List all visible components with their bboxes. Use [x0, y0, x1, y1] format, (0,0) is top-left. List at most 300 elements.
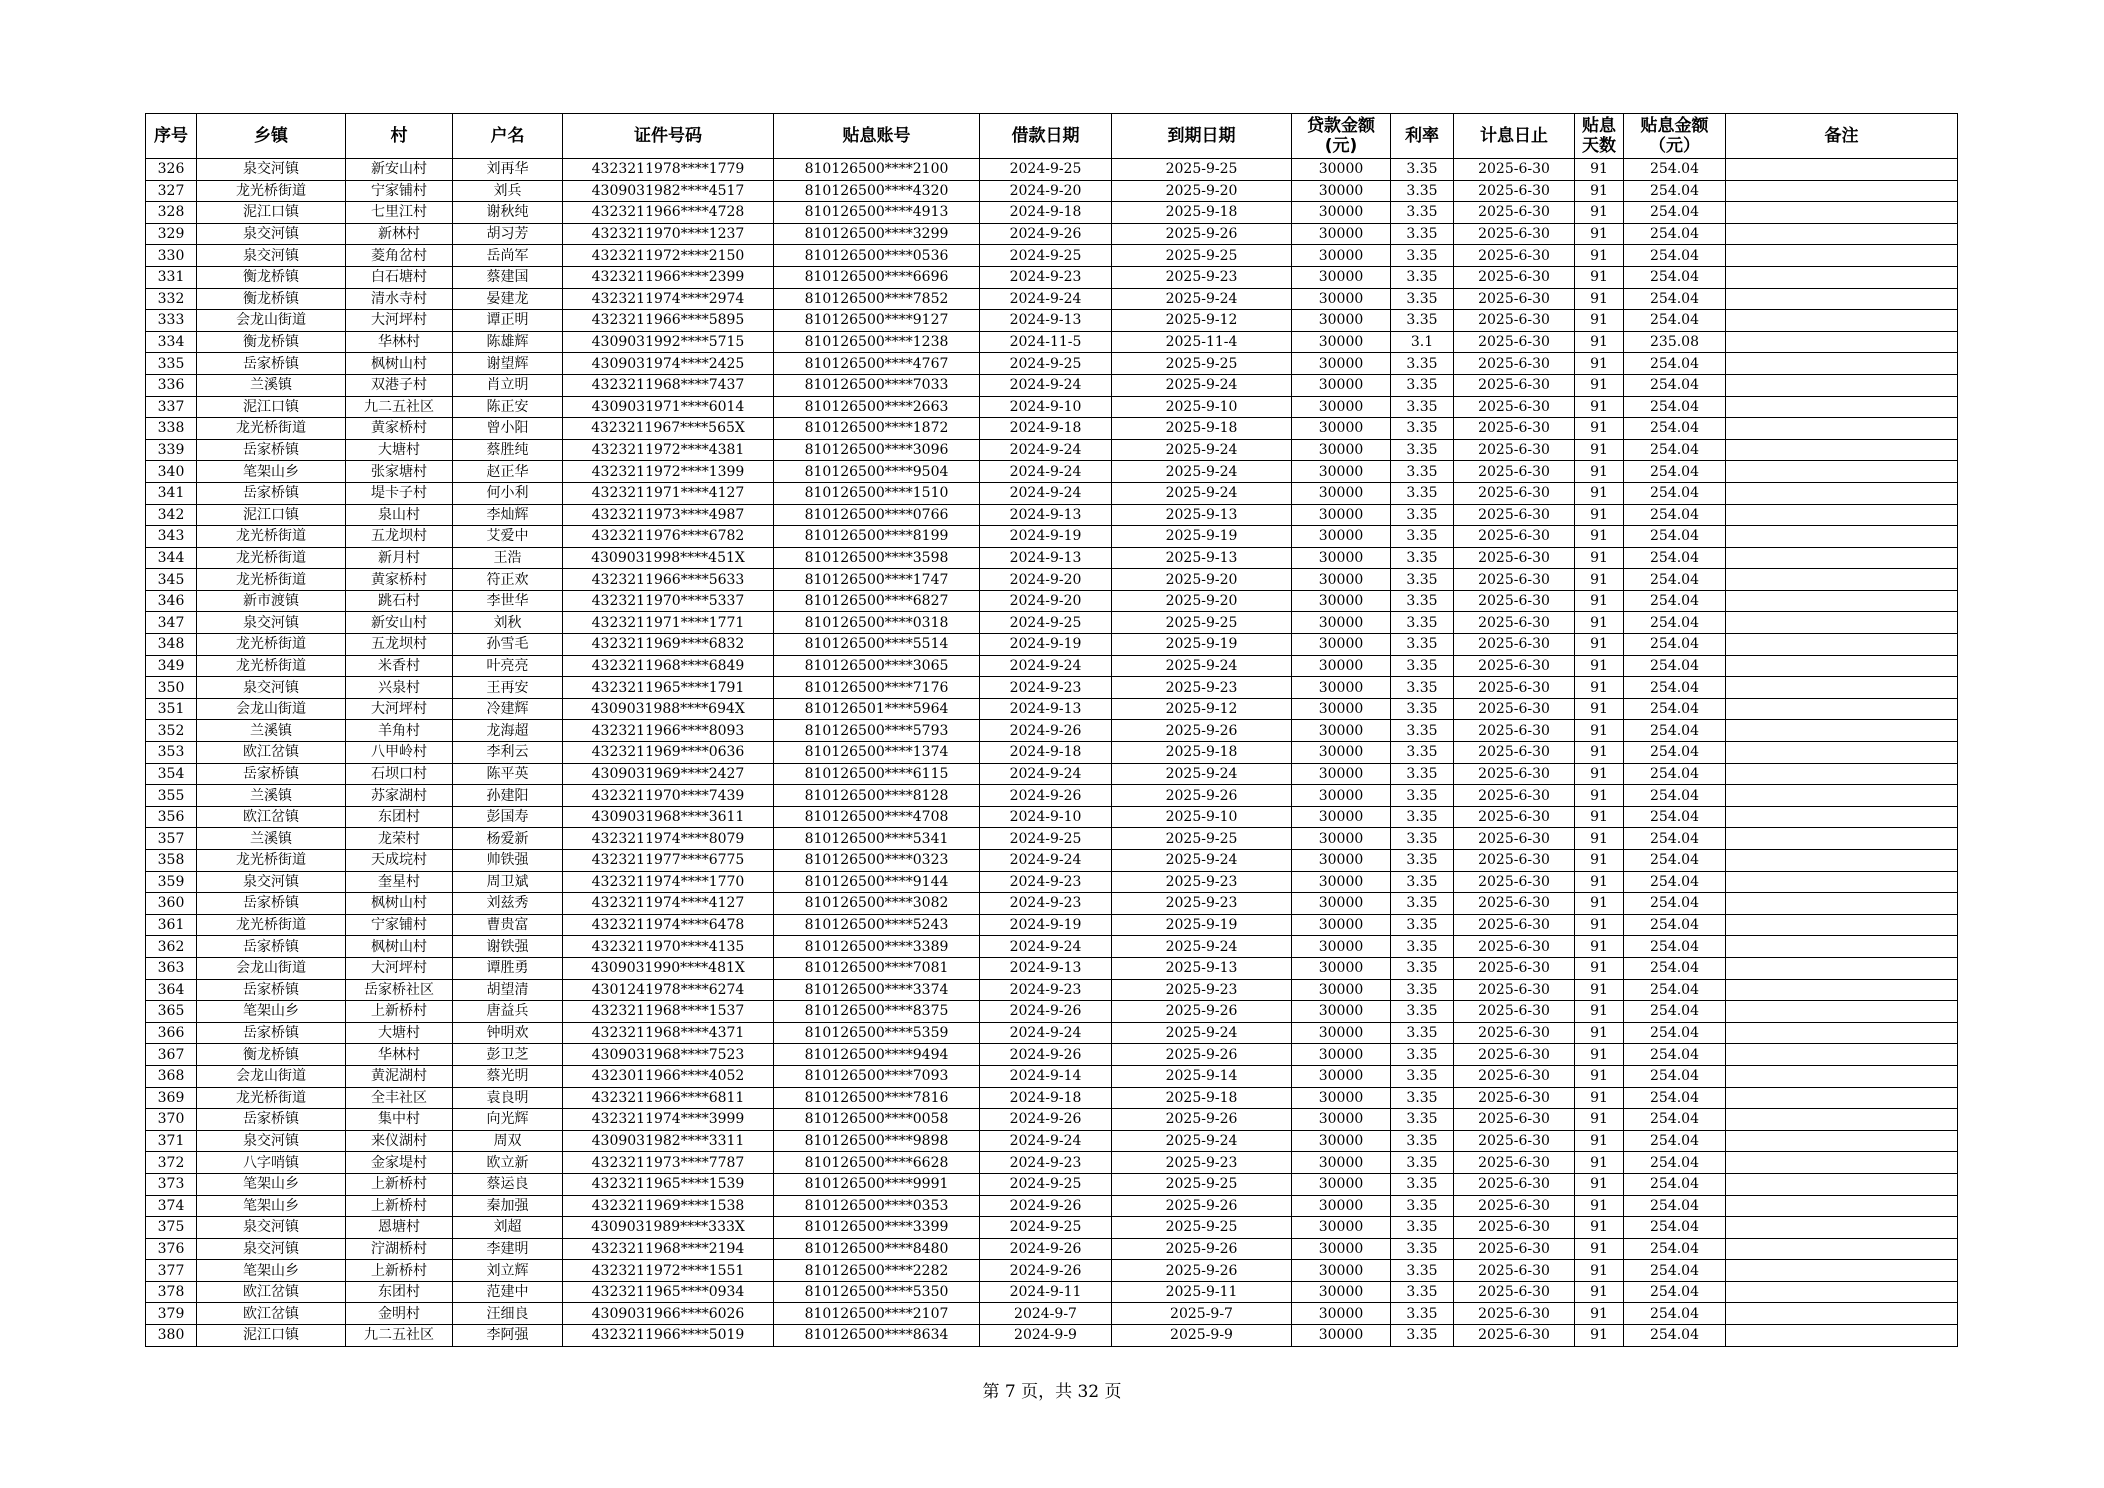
- table-cell: 254.04: [1624, 223, 1726, 245]
- table-cell: 周双: [453, 1130, 563, 1152]
- table-cell: 九二五社区: [346, 1325, 453, 1347]
- table-cell: 254.04: [1624, 763, 1726, 785]
- table-cell: 张家塘村: [346, 461, 453, 483]
- table-cell: 254.04: [1624, 202, 1726, 224]
- table-cell: 810126500****3598: [774, 547, 980, 569]
- table-cell: 石坝口村: [346, 763, 453, 785]
- table-cell: 4323211970****4135: [563, 936, 774, 958]
- table-cell: 3.35: [1391, 1325, 1454, 1347]
- table-cell: 2024-9-13: [980, 957, 1112, 979]
- table-cell: 双港子村: [346, 374, 453, 396]
- table-cell: 810126500****0323: [774, 850, 980, 872]
- table-cell: 810126500****8199: [774, 526, 980, 548]
- table-cell: 810126500****5359: [774, 1022, 980, 1044]
- table-cell: 30000: [1292, 504, 1391, 526]
- table-row: [146, 1001, 1958, 1023]
- table-row: [146, 245, 1958, 267]
- table-cell: 岳家桥镇: [197, 936, 346, 958]
- table-cell: 2025-6-30: [1454, 785, 1575, 807]
- table-cell: 91: [1575, 763, 1624, 785]
- table-cell: 374: [146, 1195, 197, 1217]
- table-cell: 袁良明: [453, 1087, 563, 1109]
- table-cell: 欧江岔镇: [197, 1281, 346, 1303]
- table-cell: 2025-6-30: [1454, 1044, 1575, 1066]
- table-cell: 810126500****5350: [774, 1281, 980, 1303]
- table-cell: 2024-9-25: [980, 159, 1112, 181]
- table-cell: 胡望清: [453, 979, 563, 1001]
- table-cell: 30000: [1292, 634, 1391, 656]
- table-cell: 泉交河镇: [197, 1130, 346, 1152]
- table-cell: 泉交河镇: [197, 245, 346, 267]
- table-cell: 30000: [1292, 936, 1391, 958]
- table-cell: 4309031974****2425: [563, 353, 774, 375]
- table-cell: 龙光桥街道: [197, 914, 346, 936]
- table-cell: 358: [146, 850, 197, 872]
- table-row: [146, 1065, 1958, 1087]
- table-cell: 30000: [1292, 871, 1391, 893]
- table-cell: 254.04: [1624, 1065, 1726, 1087]
- table-cell: 254.04: [1624, 1325, 1726, 1347]
- table-cell: 2025-9-20: [1112, 180, 1292, 202]
- table-cell: 2024-9-11: [980, 1281, 1112, 1303]
- table-row: [146, 1303, 1958, 1325]
- table-cell: 3.35: [1391, 1195, 1454, 1217]
- table-cell: [1726, 979, 1958, 1001]
- table-cell: 352: [146, 720, 197, 742]
- table-cell: 4309031988****694X: [563, 698, 774, 720]
- table-cell: 4323211972****2150: [563, 245, 774, 267]
- table-cell: 黄家桥村: [346, 418, 453, 440]
- table-cell: 91: [1575, 180, 1624, 202]
- table-cell: 30000: [1292, 590, 1391, 612]
- table-cell: 2024-9-9: [980, 1325, 1112, 1347]
- table-cell: 2025-6-30: [1454, 914, 1575, 936]
- table-cell: 328: [146, 202, 197, 224]
- table-cell: 254.04: [1624, 590, 1726, 612]
- table-cell: 谭胜勇: [453, 957, 563, 979]
- table-cell: 91: [1575, 266, 1624, 288]
- table-cell: 4309031998****451X: [563, 547, 774, 569]
- table-cell: [1726, 245, 1958, 267]
- table-cell: 艾爱中: [453, 526, 563, 548]
- table-cell: 3.35: [1391, 1281, 1454, 1303]
- table-cell: 30000: [1292, 806, 1391, 828]
- table-cell: [1726, 504, 1958, 526]
- table-cell: [1726, 1217, 1958, 1239]
- table-cell: 338: [146, 418, 197, 440]
- table-cell: 254.04: [1624, 1152, 1726, 1174]
- table-cell: 谢铁强: [453, 936, 563, 958]
- table-cell: 2025-9-23: [1112, 1152, 1292, 1174]
- table-cell: 3.35: [1391, 1130, 1454, 1152]
- table-cell: 岳家桥镇: [197, 979, 346, 1001]
- table-cell: 810126500****3374: [774, 979, 980, 1001]
- table-cell: 30000: [1292, 1195, 1391, 1217]
- table-cell: 4323211972****1399: [563, 461, 774, 483]
- table-cell: 东团村: [346, 1281, 453, 1303]
- table-cell: 李灿辉: [453, 504, 563, 526]
- table-cell: 333: [146, 310, 197, 332]
- table-cell: 2025-9-23: [1112, 677, 1292, 699]
- table-cell: 254.04: [1624, 1044, 1726, 1066]
- table-cell: 4323211970****5337: [563, 590, 774, 612]
- table-cell: 3.35: [1391, 396, 1454, 418]
- table-cell: 蔡胜纯: [453, 439, 563, 461]
- table-cell: 370: [146, 1109, 197, 1131]
- table-row: [146, 1152, 1958, 1174]
- table-cell: 375: [146, 1217, 197, 1239]
- table-cell: 金家堤村: [346, 1152, 453, 1174]
- table-cell: 254.04: [1624, 1130, 1726, 1152]
- table-cell: 810126500****1238: [774, 331, 980, 353]
- table-cell: 30000: [1292, 461, 1391, 483]
- table-cell: 2024-9-23: [980, 893, 1112, 915]
- table-cell: 3.35: [1391, 1022, 1454, 1044]
- table-cell: 379: [146, 1303, 197, 1325]
- table-cell: 天成垸村: [346, 850, 453, 872]
- table-cell: 3.35: [1391, 634, 1454, 656]
- table-cell: 2025-9-24: [1112, 482, 1292, 504]
- table-cell: 3.35: [1391, 850, 1454, 872]
- table-cell: 30000: [1292, 1260, 1391, 1282]
- table-cell: 2025-6-30: [1454, 1152, 1575, 1174]
- table-cell: 254.04: [1624, 374, 1726, 396]
- table-cell: 岳家桥镇: [197, 353, 346, 375]
- table-cell: 3.35: [1391, 547, 1454, 569]
- table-row: [146, 418, 1958, 440]
- table-cell: 2025-6-30: [1454, 698, 1575, 720]
- table-cell: 新安山村: [346, 612, 453, 634]
- table-cell: 苏家湖村: [346, 785, 453, 807]
- table-cell: 91: [1575, 785, 1624, 807]
- column-header: 序号: [146, 114, 197, 159]
- table-cell: 335: [146, 353, 197, 375]
- table-cell: [1726, 223, 1958, 245]
- table-cell: [1726, 806, 1958, 828]
- table-cell: 2024-9-26: [980, 1044, 1112, 1066]
- table-cell: 4323211978****1779: [563, 159, 774, 181]
- table-cell: 91: [1575, 1325, 1624, 1347]
- table-cell: 4309031982****4517: [563, 180, 774, 202]
- table-cell: 30000: [1292, 828, 1391, 850]
- table-cell: 254.04: [1624, 1281, 1726, 1303]
- table-row: [146, 1130, 1958, 1152]
- table-cell: 3.35: [1391, 785, 1454, 807]
- table-cell: 91: [1575, 1152, 1624, 1174]
- table-cell: 2025-9-25: [1112, 159, 1292, 181]
- table-cell: 254.04: [1624, 1087, 1726, 1109]
- table-cell: 348: [146, 634, 197, 656]
- table-cell: 2024-9-25: [980, 828, 1112, 850]
- table-cell: 30000: [1292, 288, 1391, 310]
- table-cell: 3.35: [1391, 1238, 1454, 1260]
- table-cell: [1726, 914, 1958, 936]
- table-cell: 2025-9-26: [1112, 1044, 1292, 1066]
- table-cell: 91: [1575, 655, 1624, 677]
- table-cell: 810126500****6827: [774, 590, 980, 612]
- table-cell: 2025-9-19: [1112, 914, 1292, 936]
- table-cell: 2025-6-30: [1454, 850, 1575, 872]
- table-cell: 30000: [1292, 914, 1391, 936]
- table-cell: 2025-9-24: [1112, 288, 1292, 310]
- table-cell: 3.35: [1391, 1260, 1454, 1282]
- table-cell: 2025-6-30: [1454, 1130, 1575, 1152]
- table-cell: 4323211967****565X: [563, 418, 774, 440]
- table-cell: 3.35: [1391, 374, 1454, 396]
- table-cell: 4323211969****1538: [563, 1195, 774, 1217]
- table-row: [146, 374, 1958, 396]
- table-cell: 810126500****6628: [774, 1152, 980, 1174]
- table-cell: 2025-9-7: [1112, 1303, 1292, 1325]
- table-cell: 334: [146, 331, 197, 353]
- table-cell: 欧江岔镇: [197, 742, 346, 764]
- table-cell: 兰溪镇: [197, 785, 346, 807]
- table-cell: 跳石村: [346, 590, 453, 612]
- table-cell: 3.35: [1391, 310, 1454, 332]
- table-cell: 30000: [1292, 202, 1391, 224]
- table-row: [146, 482, 1958, 504]
- table-cell: 堤卡子村: [346, 482, 453, 504]
- table-row: [146, 1281, 1958, 1303]
- table-cell: 810126500****1747: [774, 569, 980, 591]
- table-cell: 254.04: [1624, 1303, 1726, 1325]
- table-cell: [1726, 785, 1958, 807]
- table-cell: 2024-9-25: [980, 245, 1112, 267]
- table-cell: 2024-9-24: [980, 461, 1112, 483]
- table-cell: 2024-9-25: [980, 1173, 1112, 1195]
- table-cell: [1726, 1173, 1958, 1195]
- table-cell: [1726, 202, 1958, 224]
- table-cell: 李利云: [453, 742, 563, 764]
- table-cell: 4323211968****1537: [563, 1001, 774, 1023]
- table-cell: 810126500****0353: [774, 1195, 980, 1217]
- table-cell: [1726, 871, 1958, 893]
- table-cell: 2025-6-30: [1454, 202, 1575, 224]
- table-cell: 龙光桥街道: [197, 634, 346, 656]
- table-cell: 330: [146, 245, 197, 267]
- table-cell: [1726, 547, 1958, 569]
- table-cell: 2025-6-30: [1454, 871, 1575, 893]
- table-cell: 810126500****5243: [774, 914, 980, 936]
- table-cell: 2024-9-23: [980, 677, 1112, 699]
- table-cell: 2025-6-30: [1454, 1022, 1575, 1044]
- table-cell: 4323211966****4728: [563, 202, 774, 224]
- table-cell: [1726, 893, 1958, 915]
- table-cell: 2024-9-24: [980, 1022, 1112, 1044]
- table-cell: 2024-9-10: [980, 396, 1112, 418]
- table-cell: 2025-6-30: [1454, 266, 1575, 288]
- table-cell: 2025-9-18: [1112, 202, 1292, 224]
- table-cell: 4323211970****7439: [563, 785, 774, 807]
- table-cell: 30000: [1292, 1087, 1391, 1109]
- table-cell: 2025-6-30: [1454, 547, 1575, 569]
- table-cell: 254.04: [1624, 159, 1726, 181]
- table-cell: 4323211974****6478: [563, 914, 774, 936]
- table-cell: 254.04: [1624, 461, 1726, 483]
- table-cell: 清水寺村: [346, 288, 453, 310]
- table-cell: 2024-9-24: [980, 439, 1112, 461]
- column-header: 贴息金额 （元）: [1624, 114, 1726, 159]
- table-cell: 会龙山街道: [197, 310, 346, 332]
- table-cell: 菱角岔村: [346, 245, 453, 267]
- table-cell: 91: [1575, 634, 1624, 656]
- table-cell: 岳尚军: [453, 245, 563, 267]
- table-cell: 254.04: [1624, 871, 1726, 893]
- table-cell: 30000: [1292, 1109, 1391, 1131]
- table-cell: 孙建阳: [453, 785, 563, 807]
- table-cell: 254.04: [1624, 353, 1726, 375]
- table-cell: 金明村: [346, 1303, 453, 1325]
- table-cell: 汪细良: [453, 1303, 563, 1325]
- table-cell: 兴泉村: [346, 677, 453, 699]
- table-cell: 3.35: [1391, 590, 1454, 612]
- table-cell: [1726, 374, 1958, 396]
- table-cell: 810126500****6115: [774, 763, 980, 785]
- table-row: [146, 720, 1958, 742]
- table-cell: 2024-9-18: [980, 418, 1112, 440]
- table-cell: 笔架山乡: [197, 461, 346, 483]
- table-cell: 3.35: [1391, 1152, 1454, 1174]
- table-cell: 91: [1575, 1022, 1624, 1044]
- table-cell: 泉交河镇: [197, 612, 346, 634]
- table-cell: 范建中: [453, 1281, 563, 1303]
- table-cell: [1726, 353, 1958, 375]
- table-cell: 宁家铺村: [346, 914, 453, 936]
- table-cell: 4309031968****7523: [563, 1044, 774, 1066]
- table-cell: 2024-9-19: [980, 526, 1112, 548]
- table-cell: 810126500****1374: [774, 742, 980, 764]
- table-cell: [1726, 1303, 1958, 1325]
- table-cell: 2025-6-30: [1454, 482, 1575, 504]
- table-cell: 4323211969****6832: [563, 634, 774, 656]
- table-row: [146, 893, 1958, 915]
- table-cell: 龙光桥街道: [197, 569, 346, 591]
- table-cell: 泞湖桥村: [346, 1238, 453, 1260]
- table-cell: [1726, 850, 1958, 872]
- table-cell: 2025-6-30: [1454, 418, 1575, 440]
- table-cell: 91: [1575, 979, 1624, 1001]
- table-cell: 30000: [1292, 223, 1391, 245]
- table-cell: 会龙山街道: [197, 698, 346, 720]
- table-cell: 3.35: [1391, 288, 1454, 310]
- table-cell: 2024-9-24: [980, 288, 1112, 310]
- table-cell: 恩塘村: [346, 1217, 453, 1239]
- table-cell: [1726, 1325, 1958, 1347]
- table-cell: 30000: [1292, 1152, 1391, 1174]
- table-cell: 2024-9-23: [980, 979, 1112, 1001]
- table-cell: 30000: [1292, 547, 1391, 569]
- table-cell: 2024-9-26: [980, 1001, 1112, 1023]
- table-cell: 91: [1575, 245, 1624, 267]
- table-cell: 810126500****3096: [774, 439, 980, 461]
- table-cell: 30000: [1292, 1325, 1391, 1347]
- table-cell: 810126500****9898: [774, 1130, 980, 1152]
- table-cell: 4323211971****4127: [563, 482, 774, 504]
- table-cell: 2024-9-24: [980, 850, 1112, 872]
- table-cell: 331: [146, 266, 197, 288]
- table-row: [146, 590, 1958, 612]
- table-row: [146, 569, 1958, 591]
- table-cell: 2024-9-14: [980, 1065, 1112, 1087]
- table-cell: 3.35: [1391, 1303, 1454, 1325]
- table-cell: 349: [146, 655, 197, 677]
- table-cell: 2025-9-18: [1112, 742, 1292, 764]
- table-cell: 30000: [1292, 1173, 1391, 1195]
- table-cell: 254.04: [1624, 677, 1726, 699]
- table-cell: 笔架山乡: [197, 1001, 346, 1023]
- table-cell: 810126500****2282: [774, 1260, 980, 1282]
- table-cell: 3.35: [1391, 439, 1454, 461]
- table-cell: 4309031990****481X: [563, 957, 774, 979]
- table-cell: 2024-9-26: [980, 1260, 1112, 1282]
- table-cell: 2025-9-23: [1112, 871, 1292, 893]
- table-cell: 327: [146, 180, 197, 202]
- table-cell: 254.04: [1624, 720, 1726, 742]
- loan-subsidy-table: [145, 113, 1958, 1347]
- table-cell: 30000: [1292, 396, 1391, 418]
- table-row: [146, 180, 1958, 202]
- table-cell: [1726, 288, 1958, 310]
- table-cell: 龙海超: [453, 720, 563, 742]
- table-cell: 254.04: [1624, 288, 1726, 310]
- table-cell: 91: [1575, 1260, 1624, 1282]
- table-cell: 龙光桥街道: [197, 418, 346, 440]
- table-cell: 2025-9-13: [1112, 547, 1292, 569]
- table-cell: 30000: [1292, 266, 1391, 288]
- table-cell: 810126500****6696: [774, 266, 980, 288]
- table-cell: 254.04: [1624, 655, 1726, 677]
- table-cell: 集中村: [346, 1109, 453, 1131]
- table-cell: 岳家桥镇: [197, 1109, 346, 1131]
- table-cell: 龙光桥街道: [197, 850, 346, 872]
- table-cell: 91: [1575, 1065, 1624, 1087]
- table-cell: 91: [1575, 202, 1624, 224]
- table-cell: 2025-6-30: [1454, 1260, 1575, 1282]
- table-cell: 2025-9-12: [1112, 698, 1292, 720]
- table-cell: 91: [1575, 1044, 1624, 1066]
- table-cell: 347: [146, 612, 197, 634]
- table-cell: 杨爱新: [453, 828, 563, 850]
- table-cell: 254.04: [1624, 547, 1726, 569]
- table-cell: 2024-9-26: [980, 785, 1112, 807]
- table-cell: 359: [146, 871, 197, 893]
- table-cell: 254.04: [1624, 1260, 1726, 1282]
- table-cell: 4323211966****8093: [563, 720, 774, 742]
- table-cell: 30000: [1292, 612, 1391, 634]
- table-cell: 254.04: [1624, 698, 1726, 720]
- table-cell: 4323211977****6775: [563, 850, 774, 872]
- table-cell: 3.35: [1391, 698, 1454, 720]
- table-cell: 2024-9-18: [980, 202, 1112, 224]
- table-cell: 810126500****2107: [774, 1303, 980, 1325]
- table-cell: 254.04: [1624, 180, 1726, 202]
- table-header: [146, 114, 1958, 159]
- table-cell: 344: [146, 547, 197, 569]
- table-cell: 2025-9-26: [1112, 1195, 1292, 1217]
- table-row: [146, 202, 1958, 224]
- table-cell: 810126500****8375: [774, 1001, 980, 1023]
- table-cell: 369: [146, 1087, 197, 1109]
- table-cell: 向光辉: [453, 1109, 563, 1131]
- table-cell: 337: [146, 396, 197, 418]
- table-row: [146, 547, 1958, 569]
- table-cell: 91: [1575, 1109, 1624, 1131]
- table-row: [146, 461, 1958, 483]
- table-cell: 30000: [1292, 180, 1391, 202]
- table-cell: 2024-9-26: [980, 1109, 1112, 1131]
- table-cell: 2025-9-25: [1112, 828, 1292, 850]
- table-cell: [1726, 180, 1958, 202]
